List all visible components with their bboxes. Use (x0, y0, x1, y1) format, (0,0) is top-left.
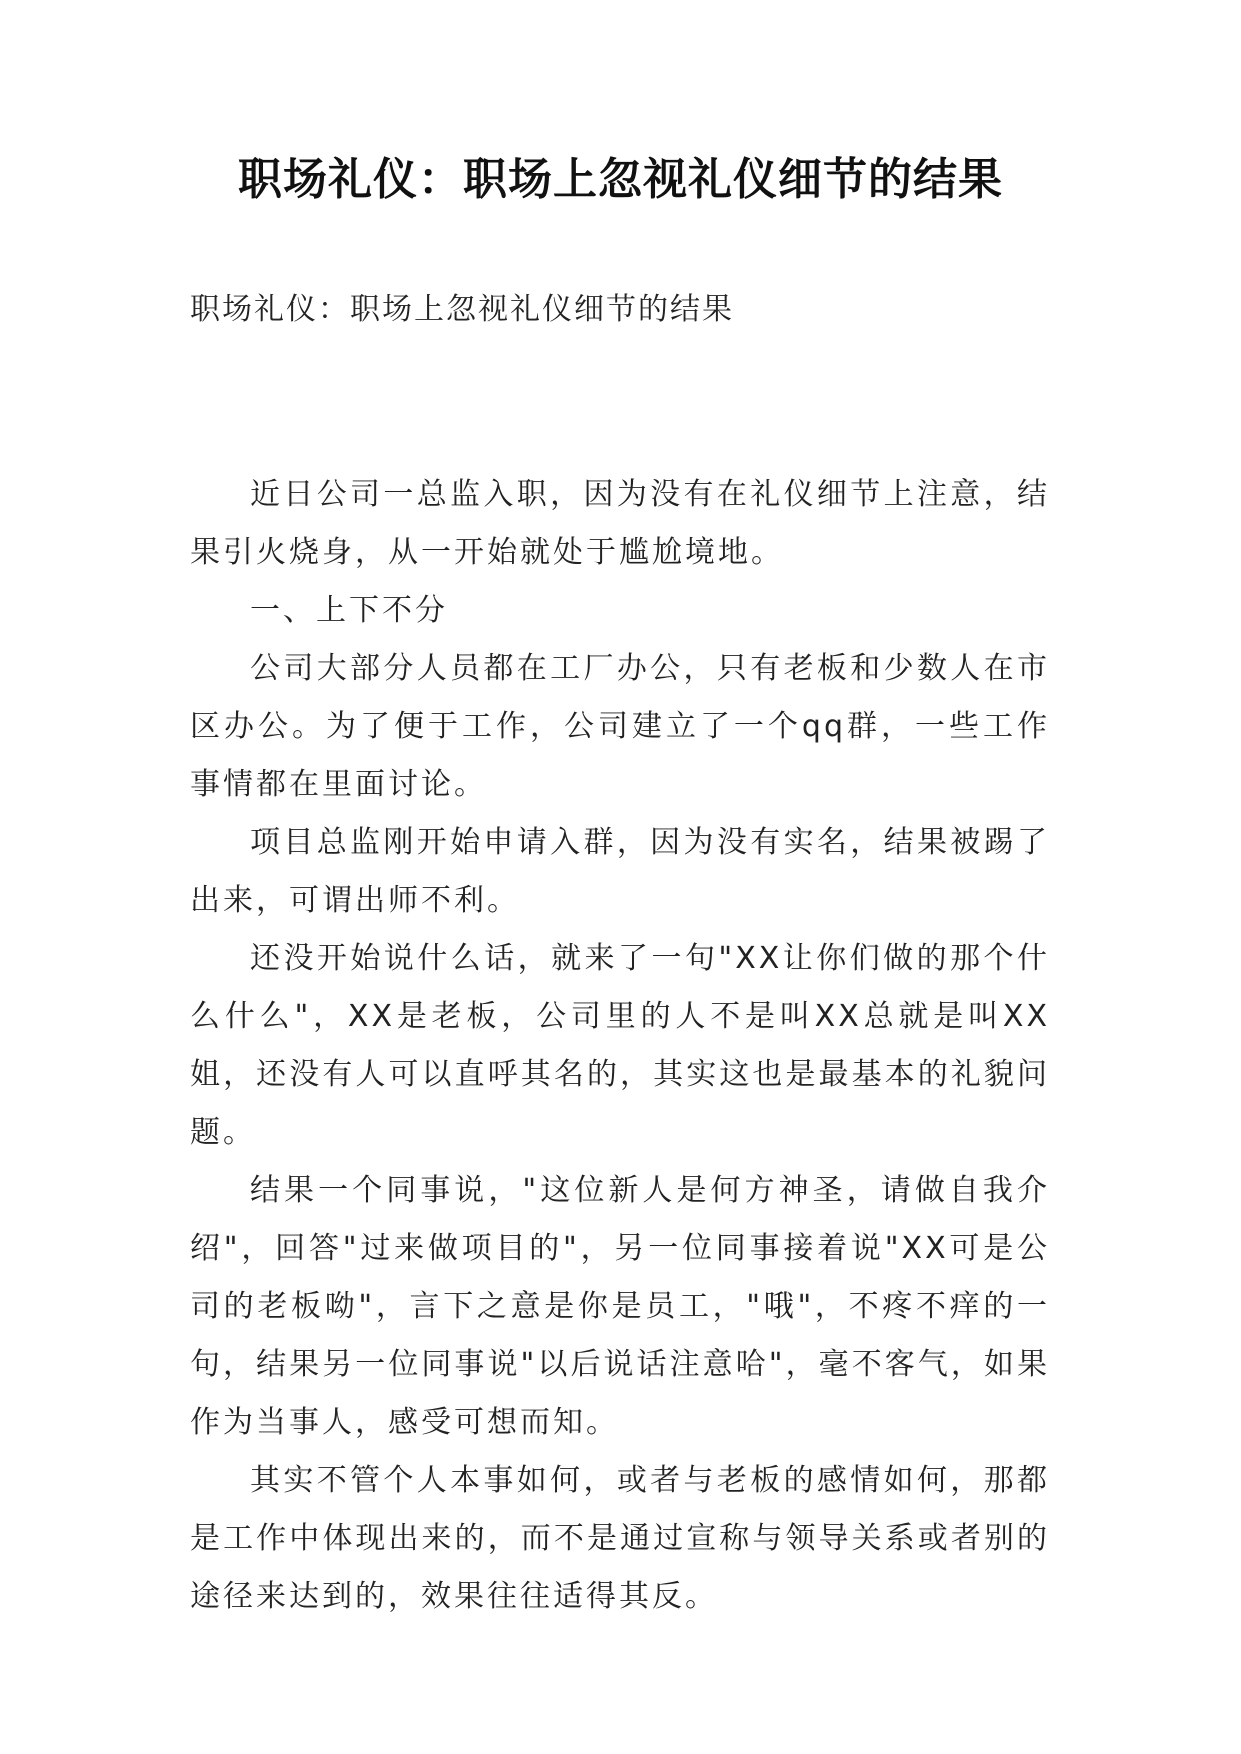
section-heading: 一、上下不分 (250, 593, 448, 628)
paragraph: 项目总监刚开始申请入群，因为没有实名，结果被踢了出来，可谓出师不利。 (190, 825, 1050, 918)
document-subtitle: 职场礼仪：职场上忽视礼仪细节的结果 (190, 292, 734, 327)
paragraph: 其实不管个人本事如何，或者与老板的感情如何，那都是工作中体现出来的，而不是通过宣称与领导关系或者别的途径来达到的，效果往往适得其反。 (190, 1463, 1050, 1614)
paragraph: 结果一个同事说，"这位新人是何方神圣，请做自我介绍"，回答"过来做项目的"，另一位同事接着说"XX可是公司的老板呦"，言下之意是你是员工，"哦"，不疼不痒的一句，结果另一位同事说"以后说话注意哈"，毫不客气，如果作为当事人，感受可想而知。 (190, 1173, 1050, 1440)
paragraph: 近日公司一总监入职，因为没有在礼仪细节上注意，结果引火烧身，从一开始就处于尴尬境地。 (190, 477, 1050, 570)
paragraph: 还没开始说什么话，就来了一句"XX让你们做的那个什么什么"，XX是老板，公司里的人不是叫XX总就是叫XX姐，还没有人可以直呼其名的，其实这也是最基本的礼貌问题。 (190, 941, 1050, 1150)
document-body (190, 466, 1050, 1626)
paragraph: 公司大部分人员都在工厂办公，只有老板和少数人在市区办公。为了便于工作，公司建立了一个qq群，一些工作事情都在里面讨论。 (190, 651, 1050, 802)
document-title: 职场礼仪：职场上忽视礼仪细节的结果 (238, 154, 1003, 205)
